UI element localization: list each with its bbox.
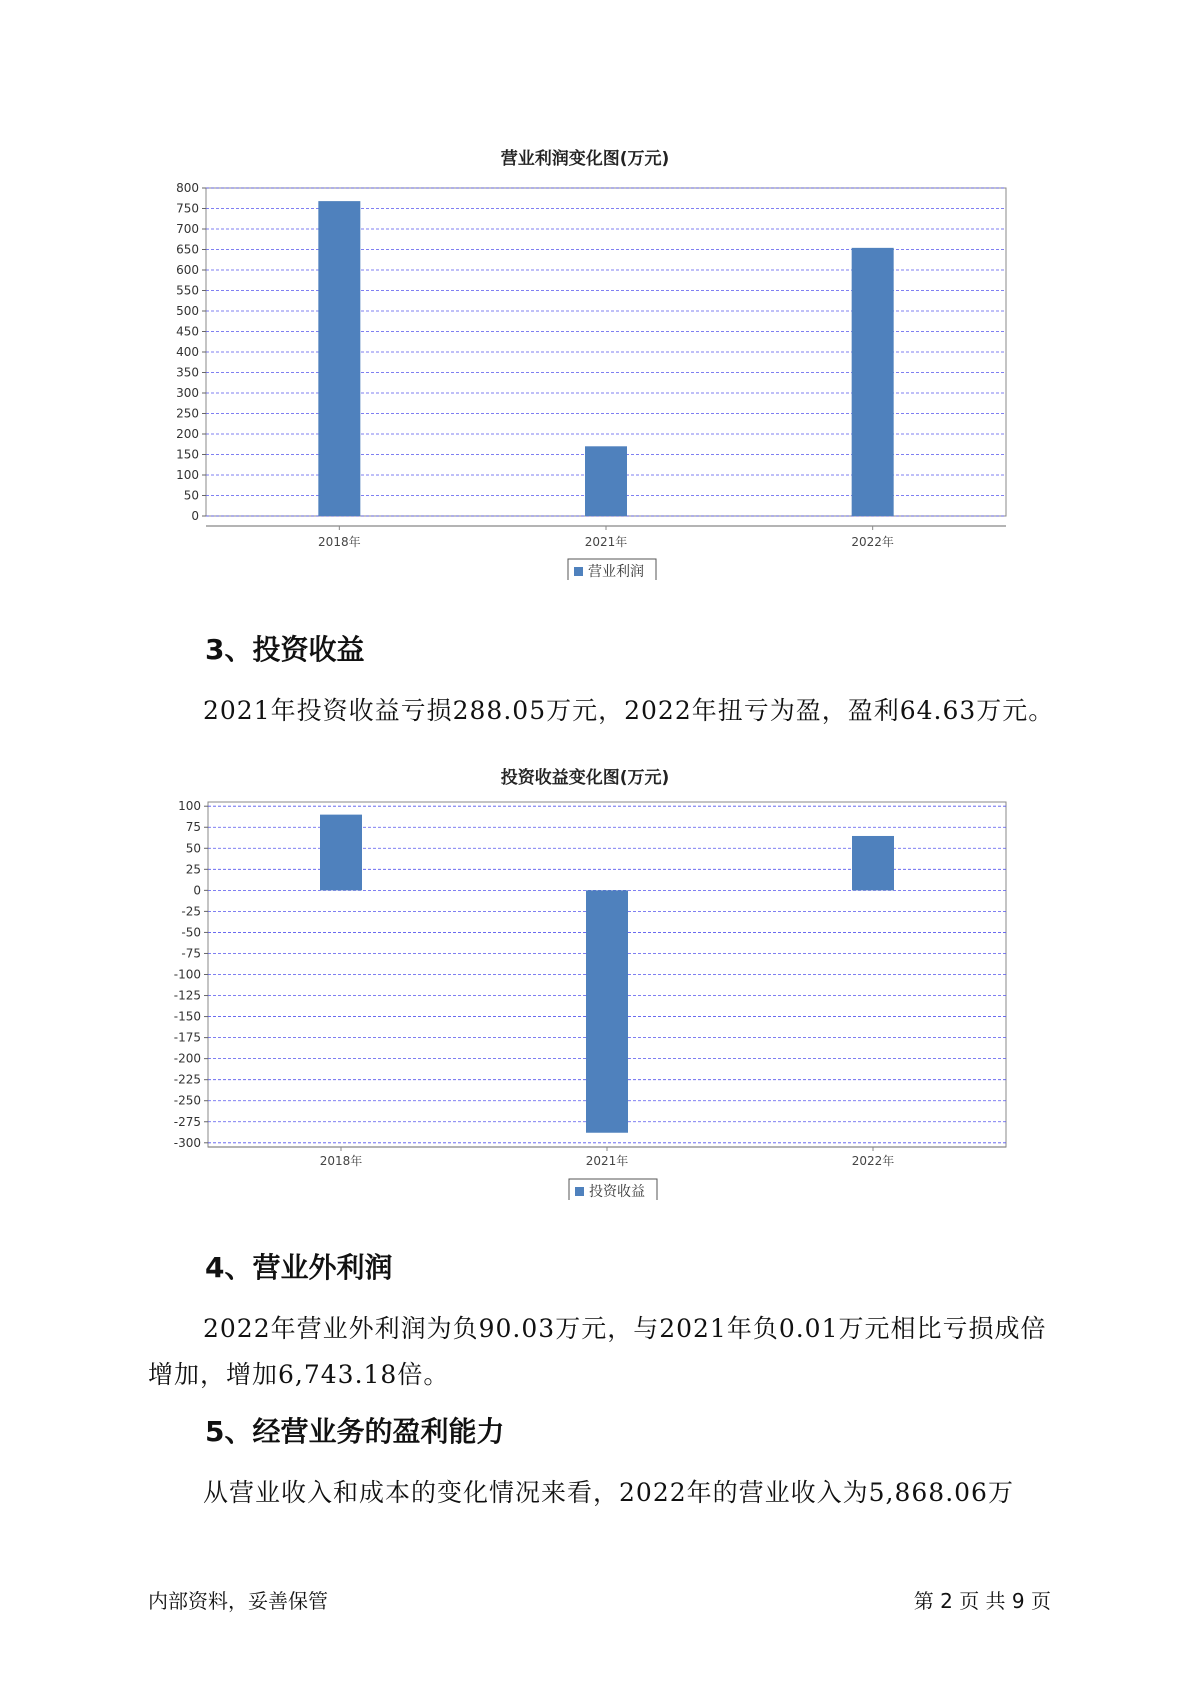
- bar: [585, 446, 627, 516]
- section-4-text-line1: 2022年营业外利润为负90.03万元，与2021年负0.01万元相比亏损成倍: [203, 1314, 1047, 1343]
- y-tick-label: 650: [176, 242, 199, 257]
- y-tick-label: -250: [173, 1093, 201, 1108]
- y-tick-label: 0: [193, 883, 201, 898]
- section-4-heading: 4、营业外利润: [205, 1251, 393, 1284]
- y-tick-label: -150: [173, 1009, 201, 1024]
- section-4-text-line2: 增加，增加6,743.18倍。: [148, 1360, 450, 1389]
- y-tick-label: 750: [176, 201, 199, 216]
- y-tick-label: 600: [176, 263, 199, 277]
- section-3-heading: 3、投资收益: [205, 633, 365, 666]
- investment-income-chart: [150, 750, 1020, 1200]
- x-tick-label: 2022年: [851, 535, 894, 549]
- y-tick-label: 400: [176, 345, 199, 359]
- y-tick-label: 150: [176, 447, 199, 462]
- y-tick-label: 350: [176, 365, 199, 380]
- y-tick-label: 450: [176, 324, 199, 339]
- y-tick-label: 100: [178, 799, 201, 814]
- y-tick-label: 800: [176, 181, 199, 195]
- bar: [852, 836, 894, 890]
- x-tick-label: 2021年: [585, 1154, 629, 1168]
- y-tick-label: -125: [173, 988, 201, 1003]
- bar: [318, 201, 360, 516]
- y-tick-label: -75: [181, 946, 201, 961]
- legend-swatch: [574, 567, 583, 576]
- operating-profit-chart: [150, 140, 1020, 580]
- y-tick-label: -50: [181, 925, 201, 940]
- footer-page-number: 第 2 页 共 9 页: [913, 1589, 1051, 1613]
- section-5-heading: 5、经营业务的盈利能力: [205, 1415, 505, 1448]
- section-3-text: 2021年投资收益亏损288.05万元，2022年扭亏为盈，盈利64.63万元。: [203, 696, 1055, 725]
- section-5-text: 从营业收入和成本的变化情况来看，2022年的营业收入为5,868.06万: [203, 1478, 1014, 1507]
- investment-income-bar-chart: [150, 750, 1020, 1200]
- y-tick-label: 550: [176, 283, 199, 298]
- y-tick-label: 50: [185, 841, 201, 856]
- y-tick-label: -25: [181, 904, 201, 919]
- legend-swatch: [575, 1187, 584, 1196]
- legend-label: 营业利润: [588, 564, 644, 580]
- x-tick-label: 2018年: [318, 535, 361, 549]
- x-tick-label: 2022年: [851, 1154, 895, 1168]
- x-tick-label: 2021年: [584, 535, 628, 549]
- footer-confidential: 内部资料，妥善保管: [148, 1589, 328, 1613]
- y-tick-label: 0: [191, 509, 199, 523]
- y-tick-label: 200: [176, 427, 199, 441]
- y-tick-label: -100: [173, 967, 201, 982]
- y-tick-label: -225: [173, 1072, 201, 1087]
- y-tick-label: 100: [176, 468, 199, 482]
- y-tick-label: -275: [173, 1114, 201, 1129]
- y-tick-label: 700: [176, 222, 199, 236]
- y-tick-label: -200: [173, 1051, 201, 1066]
- legend-label: 投资收益: [589, 1184, 645, 1200]
- y-tick-label: 250: [176, 406, 199, 421]
- y-tick-label: 50: [183, 488, 199, 503]
- y-tick-label: 500: [176, 304, 199, 318]
- x-tick-label: 2018年: [319, 1154, 363, 1168]
- bar: [320, 815, 362, 891]
- bar: [586, 890, 628, 1132]
- y-tick-label: 300: [176, 386, 199, 400]
- chart-title: 投资收益变化图(万元): [500, 768, 670, 788]
- bar: [852, 248, 894, 516]
- y-tick-label: -300: [173, 1135, 201, 1150]
- y-tick-label: 75: [185, 820, 201, 835]
- chart-title: 营业利润变化图(万元): [500, 149, 670, 169]
- operating-profit-bar-chart: [150, 140, 1020, 580]
- y-tick-label: -175: [173, 1030, 201, 1045]
- y-tick-label: 25: [185, 862, 201, 877]
